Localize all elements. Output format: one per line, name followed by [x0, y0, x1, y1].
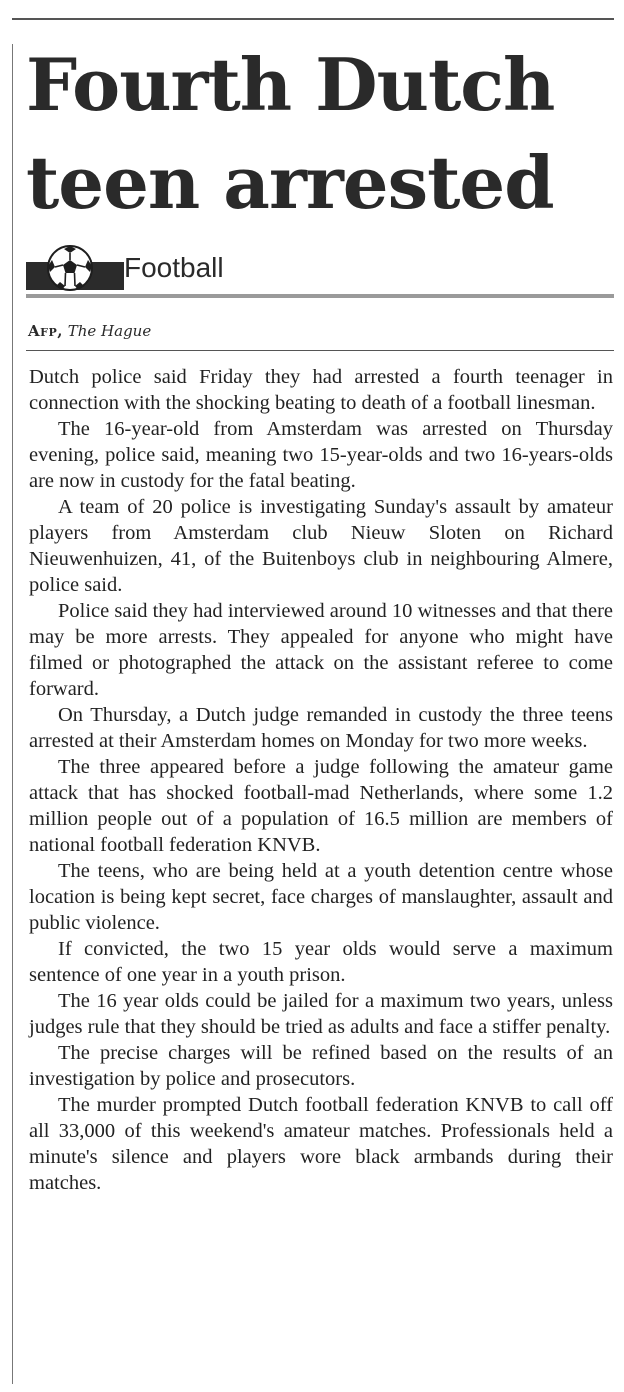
byline-place: The Hague [67, 322, 152, 340]
article-paragraph: The precise charges will be refined based on the results of an investigation by police and prosecutors. [29, 1042, 613, 1090]
football-icon [46, 244, 94, 292]
article-paragraph: On Thursday, a Dutch judge remanded in custody the three teens arrested at their Amsterdam homes on Monday for two more weeks. [29, 704, 613, 752]
headline: Fourth Dutch teen arrested [26, 42, 555, 225]
byline-rule [26, 350, 614, 351]
article-paragraph: A team of 20 police is investigating Sunday's assault by amateur players from Amsterdam club Nieuw Sloten on Richard Nieuwenhuizen, 41, of the Buitenboys club in neighbouring Almere, police said. [29, 496, 613, 596]
byline-agency: Afp, [28, 322, 63, 340]
article-paragraph: The 16 year olds could be jailed for a maximum two years, unless judges rule that they should be tried as adults and face a stiffer penalty. [29, 990, 613, 1038]
byline [28, 320, 151, 342]
article-paragraph: Dutch police said Friday they had arrested a fourth teenager in connection with the shocking beating to death of a football linesman. [29, 366, 613, 414]
article-paragraph: The murder prompted Dutch football federation KNVB to call off all 33,000 of this weekend's amateur matches. Professionals held a minute's silence and players wore black armbands during their matches. [29, 1094, 613, 1194]
article-paragraph: Police said they had interviewed around 10 witnesses and that there may be more arrests. They appealed for anyone who might have filmed or photographed the attack on the assistant referee to come forward. [29, 600, 613, 700]
article-paragraph: If convicted, the two 15 year olds would serve a maximum sentence of one year in a youth prison. [29, 938, 613, 986]
kicker-rule [26, 294, 614, 298]
article-paragraph: The 16-year-old from Amsterdam was arrested on Thursday evening, police said, meaning two 15-year-olds and two 16-years-olds are now in custody for the fatal beating. [29, 418, 613, 492]
section-label: Football [124, 252, 224, 283]
section-kicker [26, 242, 616, 294]
article-body [29, 364, 613, 1196]
article-paragraph: The three appeared before a judge following the amateur game attack that has shocked football-mad Netherlands, where some 1.2 million people out of a population of 16.5 million are members of national football federation KNVB. [29, 756, 613, 856]
top-page-rule [12, 18, 614, 20]
article-paragraph: The teens, who are being held at a youth detention centre whose location is being kept secret, face charges of manslaughter, assault and public violence. [29, 860, 613, 934]
column-divider [12, 44, 13, 1384]
